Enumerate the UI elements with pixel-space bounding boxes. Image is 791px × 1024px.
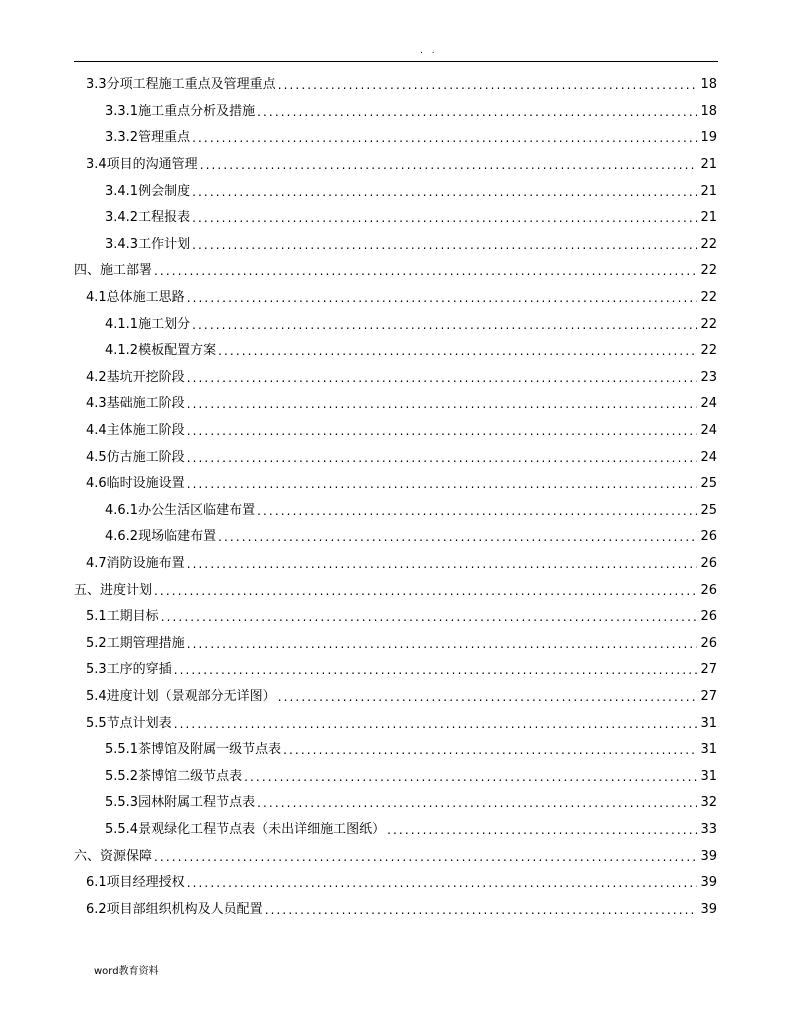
toc-dot-leader <box>200 157 697 173</box>
toc-entry-page: 22 <box>700 316 717 332</box>
toc-dot-leader <box>187 450 697 466</box>
toc-entry-page: 26 <box>700 635 717 651</box>
toc-entry-page: 25 <box>700 502 717 518</box>
toc-entry-page: 26 <box>700 609 717 625</box>
toc-entry-page: 27 <box>700 662 717 678</box>
toc-entry[interactable] <box>0 99 791 126</box>
toc-entry-title: 3.4.1例会制度 <box>105 183 191 199</box>
toc-dot-leader <box>278 77 697 93</box>
toc-entry[interactable] <box>0 311 791 338</box>
toc-entry-title: 5.5.3园林附属工程节点表 <box>105 795 256 811</box>
toc-dot-leader <box>218 529 697 545</box>
toc-dot-leader <box>187 396 697 412</box>
toc-entry[interactable] <box>0 498 791 525</box>
toc-dot-leader <box>257 503 697 519</box>
toc-entry-title: 4.5仿古施工阶段 <box>86 449 185 465</box>
toc-entry-page: 22 <box>700 290 717 306</box>
toc-entry-title: 5.5.2茶博馆二级节点表 <box>105 768 243 784</box>
toc-dot-leader <box>154 849 697 865</box>
toc-entry-page: 26 <box>700 529 717 545</box>
toc-entry[interactable] <box>0 790 791 817</box>
toc-entry-page: 21 <box>700 157 717 173</box>
toc-entry[interactable] <box>0 710 791 737</box>
toc-dot-leader <box>187 556 697 572</box>
header-rule <box>74 61 718 62</box>
toc-dot-leader <box>187 290 697 306</box>
toc-dot-leader <box>192 317 697 333</box>
toc-entry[interactable] <box>0 630 791 657</box>
toc-entry-title: 4.1总体施工思路 <box>86 290 185 306</box>
toc-entry-page: 39 <box>700 901 717 917</box>
toc-entry-title: 4.7消防设施布置 <box>86 555 185 571</box>
toc-entry-page: 22 <box>700 263 717 279</box>
toc-entry-page: 31 <box>700 768 717 784</box>
toc-entry-page: 31 <box>700 742 717 758</box>
toc-dot-leader <box>192 210 697 226</box>
toc-dot-leader <box>244 769 697 785</box>
toc-entry[interactable] <box>0 391 791 418</box>
toc-entry-title: 5.5.1茶博馆及附属一级节点表 <box>105 742 282 758</box>
toc-entry-title: 4.6.2现场临建布置 <box>105 529 217 545</box>
toc-entry-title: 3.4项目的沟通管理 <box>86 157 198 173</box>
toc-entry[interactable] <box>0 258 791 285</box>
toc-entry-page: 31 <box>700 715 717 731</box>
toc-entry-title: 4.1.1施工划分 <box>105 316 191 332</box>
toc-entry-title: 4.6临时设施设置 <box>86 476 185 492</box>
footer-text: word教育资料 <box>94 966 159 977</box>
toc-entry[interactable] <box>0 604 791 631</box>
toc-entry-title: 3.4.2工程报表 <box>105 210 191 226</box>
toc-dot-leader <box>187 476 697 492</box>
toc-entry-title: 4.2基坑开挖阶段 <box>86 369 185 385</box>
toc-dot-leader <box>174 716 697 732</box>
toc-entry-page: 21 <box>700 210 717 226</box>
toc-entry-title: 五、进度计划 <box>74 582 153 598</box>
toc-entry[interactable] <box>0 152 791 179</box>
toc-dot-leader <box>174 662 697 678</box>
toc-dot-leader <box>192 130 697 146</box>
toc-dot-leader <box>154 583 697 599</box>
toc-entry-page: 24 <box>700 396 717 412</box>
toc-entry-title: 5.3工序的穿插 <box>86 662 172 678</box>
toc-entry[interactable] <box>0 657 791 684</box>
toc-entry-title: 3.3分项工程施工重点及管理重点 <box>86 77 276 93</box>
toc-entry-page: 23 <box>700 369 717 385</box>
toc-entry[interactable] <box>0 870 791 897</box>
toc-entry-page: 25 <box>700 476 717 492</box>
toc-entry-page: 21 <box>700 183 717 199</box>
toc-entry-title: 3.4.3工作计划 <box>105 236 191 252</box>
toc-entry-page: 32 <box>700 795 717 811</box>
toc-entry[interactable] <box>0 896 791 923</box>
toc-entry[interactable] <box>0 763 791 790</box>
toc-entry-title: 四、施工部署 <box>74 263 153 279</box>
toc-entry-page: 39 <box>700 875 717 891</box>
toc-entry-page: 22 <box>700 236 717 252</box>
toc-entry-page: 18 <box>700 103 717 119</box>
toc-entry-page: 39 <box>700 848 717 864</box>
toc-entry-title: 6.1项目经理授权 <box>86 875 185 891</box>
toc-entry[interactable] <box>0 524 791 551</box>
toc-entry-title: 3.3.2管理重点 <box>105 130 191 146</box>
toc-entry[interactable] <box>0 444 791 471</box>
toc-entry-title: 5.4进度计划（景观部分无详图） <box>86 688 276 704</box>
toc-entry-page: 33 <box>700 821 717 837</box>
toc-entry[interactable] <box>0 338 791 365</box>
toc-entry-page: 26 <box>700 582 717 598</box>
toc-dot-leader <box>187 875 697 891</box>
toc-dot-leader <box>283 742 697 758</box>
toc-entry[interactable] <box>0 843 791 870</box>
toc-entry-title: 4.4主体施工阶段 <box>86 423 185 439</box>
toc-dot-leader <box>278 689 697 705</box>
toc-entry-page: 19 <box>700 130 717 146</box>
toc-dot-leader <box>192 184 697 200</box>
toc-entry[interactable] <box>0 577 791 604</box>
toc-dot-leader <box>187 636 697 652</box>
toc-entry[interactable] <box>0 125 791 152</box>
toc-entry-page: 27 <box>700 688 717 704</box>
toc-entry[interactable] <box>0 737 791 764</box>
toc-entry-title: 5.1工期目标 <box>86 609 159 625</box>
toc-entry[interactable] <box>0 551 791 578</box>
header-marks: . . <box>420 46 438 56</box>
toc-dot-leader <box>265 902 697 918</box>
toc-entry[interactable] <box>0 418 791 445</box>
toc-entry[interactable] <box>0 684 791 711</box>
toc-entry-page: 18 <box>700 77 717 93</box>
toc-entry[interactable] <box>0 365 791 392</box>
toc-dot-leader <box>187 423 697 439</box>
toc-entry-page: 26 <box>700 555 717 571</box>
toc-entry-page: 24 <box>700 449 717 465</box>
toc-entry[interactable] <box>0 205 791 232</box>
toc-entry[interactable] <box>0 72 791 99</box>
toc-entry-page: 22 <box>700 343 717 359</box>
toc-entry[interactable] <box>0 285 791 312</box>
toc-entry[interactable] <box>0 471 791 498</box>
toc-dot-leader <box>218 343 697 359</box>
toc-entry-page: 24 <box>700 423 717 439</box>
toc-entry-title: 六、资源保障 <box>74 848 153 864</box>
toc-entry[interactable] <box>0 232 791 259</box>
toc-entry-title: 6.2项目部组织机构及人员配置 <box>86 901 263 917</box>
toc-entry-title: 4.6.1办公生活区临建布置 <box>105 502 256 518</box>
toc-dot-leader <box>187 370 697 386</box>
toc-entry-title: 5.2工期管理措施 <box>86 635 185 651</box>
toc-dot-leader <box>192 237 697 253</box>
toc-entry-title: 5.5.4景观绿化工程节点表（未出详细施工图纸） <box>105 821 386 837</box>
toc-dot-leader <box>161 609 697 625</box>
toc-entry[interactable] <box>0 178 791 205</box>
toc-dot-leader <box>257 104 697 120</box>
table-of-contents <box>0 72 791 923</box>
toc-entry[interactable] <box>0 817 791 844</box>
toc-entry-title: 5.5节点计划表 <box>86 715 172 731</box>
toc-dot-leader <box>154 263 697 279</box>
toc-entry-title: 4.3基础施工阶段 <box>86 396 185 412</box>
toc-entry-title: 3.3.1施工重点分析及措施 <box>105 103 256 119</box>
toc-dot-leader <box>257 795 697 811</box>
toc-entry-title: 4.1.2模板配置方案 <box>105 343 217 359</box>
toc-dot-leader <box>387 822 697 838</box>
